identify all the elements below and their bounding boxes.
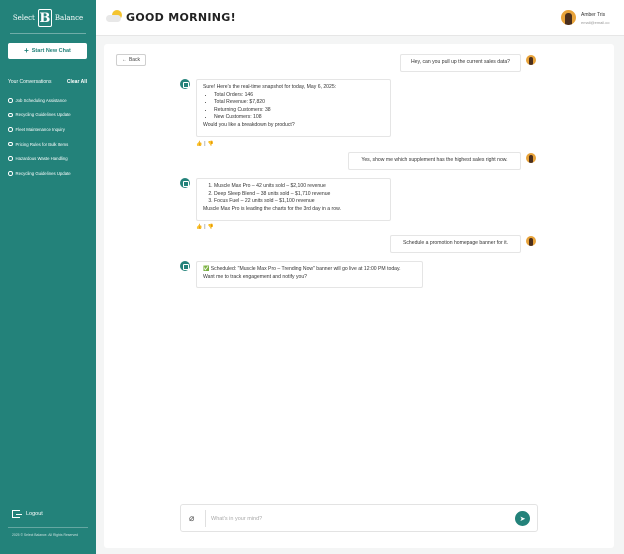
message-reactions [196, 141, 214, 147]
user-message-bubble [390, 235, 521, 253]
bot-message-outro: Would you like a breakdown by product? [203, 121, 295, 128]
bot-message-outro: Muscle Max Pro is leading the charts for the 3rd day in a row. [203, 205, 341, 212]
clear-all-button[interactable]: Clear All [66, 79, 87, 85]
conversation-label: Job Scheduling Assistance [15, 97, 67, 103]
message-reactions [196, 224, 214, 230]
paperclip-icon[interactable]: ⌀ [189, 513, 195, 523]
user-message-avatar [526, 153, 536, 163]
conversation-item[interactable] [8, 108, 92, 123]
top-header [96, 0, 624, 36]
conversation-label: Fleet Maintenance Inquiry [15, 126, 65, 132]
sidebar-divider [8, 527, 88, 528]
bot-avatar-icon [180, 178, 190, 188]
sales-summary-item: • Total Orders: 146 [214, 92, 384, 100]
start-new-chat-label: Start New Chat [31, 48, 71, 54]
top-products-list [203, 183, 384, 206]
logo-divider [10, 33, 86, 34]
chat-bubble-icon [8, 171, 13, 176]
conversation-item[interactable] [8, 151, 92, 166]
sales-summary-item: • New Customers: 108 [214, 114, 384, 122]
bot-message-bubble [196, 261, 423, 288]
logout-label: Logout [26, 511, 43, 517]
logout-button[interactable] [12, 510, 43, 518]
chat-bubble-icon [8, 113, 13, 118]
user-message-bubble [348, 152, 521, 170]
bot-message-bubble [196, 178, 391, 221]
conversation-item[interactable] [8, 93, 92, 108]
conversation-item[interactable] [8, 122, 92, 137]
back-button[interactable] [116, 54, 146, 66]
bot-message-intro: Sure! Here's the real-time snapshot for today, May 6, 2025: [203, 84, 337, 90]
sales-summary-item: • Returning Customers: 38 [214, 107, 384, 115]
user-email: email@email.co [581, 20, 610, 25]
user-message-text: Hey, can you pull up the current sales data? [410, 59, 510, 66]
bot-message-bubble [196, 79, 391, 137]
user-avatar[interactable] [561, 10, 576, 25]
conversations-title: Your Conversations [8, 79, 52, 85]
chat-bubble-icon [8, 127, 13, 132]
plus-icon: + [24, 46, 29, 55]
conversation-item[interactable] [8, 137, 92, 152]
user-message-text: Yes, show me which supplement has the highest sales right now. [361, 157, 508, 164]
brand-mark: B [39, 10, 51, 26]
top-product-item: 3. Focus Fuel – 22 units sold – $1,100 revenue [214, 198, 384, 206]
bot-avatar-icon [180, 79, 190, 89]
top-product-item: 2. Deep Sleep Blend – 38 units sold – $1,710 revenue [214, 191, 384, 199]
user-message-bubble [400, 54, 521, 72]
chat-panel [104, 44, 614, 548]
start-new-chat-button[interactable] [8, 43, 87, 59]
chat-input[interactable] [211, 511, 501, 526]
conversations-header [8, 79, 87, 85]
conversation-list [8, 93, 92, 181]
thumbs-up-icon[interactable]: 👍 [196, 224, 203, 230]
cloud-shape [106, 15, 121, 22]
greeting-title: GOOD MORNING! [126, 11, 236, 24]
chat-bubble-icon [8, 98, 13, 103]
user-message-avatar [526, 236, 536, 246]
logout-icon [12, 510, 20, 518]
conversation-label: Pricing Rules for Bulk Items [15, 141, 69, 147]
bot-message-line: Want me to track engagement and notify you? [203, 273, 308, 280]
brand-name-right: Balance [54, 14, 84, 22]
conversation-label: Hazardous Waste Handling [15, 156, 68, 162]
conversation-label: Recycling Guidelines Update [15, 170, 71, 176]
top-product-item: 1. Muscle Max Pro – 42 units sold – $2,100 revenue [214, 183, 384, 191]
thumbs-up-icon[interactable]: 👍 [196, 141, 203, 147]
conversation-item[interactable] [8, 166, 92, 181]
user-message-text: Schedule a promotion homepage banner for it. [402, 240, 509, 247]
brand-logo[interactable] [0, 8, 96, 28]
sales-summary-list [203, 92, 384, 122]
reaction-separator: | [204, 141, 206, 147]
sales-summary-item: • Total Revenue: $7,820 [214, 99, 384, 107]
chat-bubble-icon [8, 156, 13, 161]
send-icon[interactable]: ➤ [515, 511, 530, 526]
back-label: Back [128, 57, 141, 63]
sidebar [0, 0, 96, 554]
brand-name-left: Select [12, 14, 35, 22]
thumbs-down-icon[interactable]: 👎 [207, 141, 214, 147]
reaction-separator: | [204, 224, 206, 230]
bot-message-line: ✅ Scheduled: "Muscle Max Pro – Trending Now" banner will go live at 12:00 PM today. [203, 266, 401, 272]
bot-avatar-icon [180, 261, 190, 271]
conversation-label: Recycling Guidelines Update [15, 112, 71, 118]
composer-divider [205, 510, 206, 527]
copyright-text: 2025 © Select Balance. All Rights Reserved [12, 533, 79, 537]
user-name: Amber Tris [581, 12, 606, 18]
thumbs-down-icon[interactable]: 👎 [207, 224, 214, 230]
message-composer [180, 504, 538, 532]
chat-bubble-icon [8, 142, 13, 147]
weather-sun-cloud-icon [106, 10, 124, 24]
arrow-left-icon: ← [121, 57, 127, 63]
user-message-avatar [526, 55, 536, 65]
